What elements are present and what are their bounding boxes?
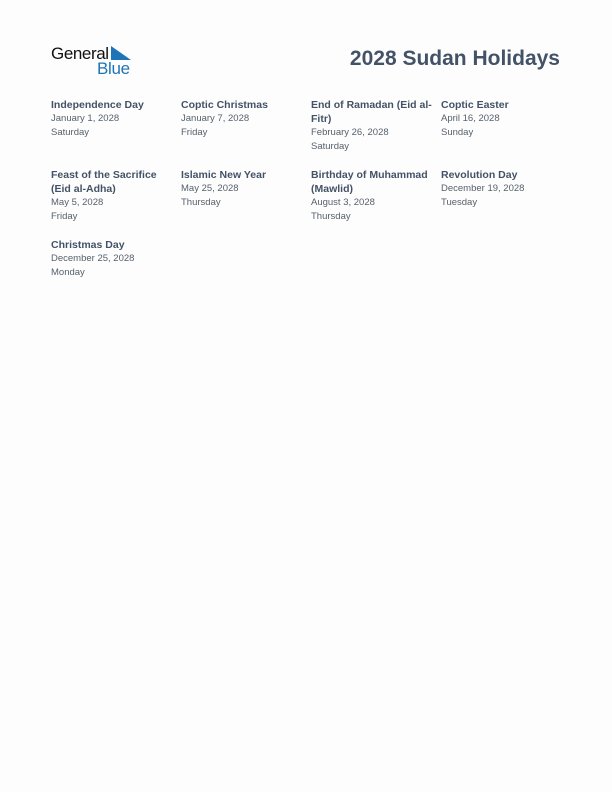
holiday-name: Islamic New Year (181, 169, 267, 181)
holiday-entry (311, 168, 435, 223)
page-title: 2028 Sudan Holidays (349, 47, 560, 70)
holiday-date: December 25, 2028 (51, 253, 135, 264)
holiday-entry (181, 168, 305, 209)
holiday-date: January 7, 2028 (181, 113, 250, 124)
holiday-weekday: Thursday (181, 196, 221, 208)
holiday-name: Coptic Christmas (181, 99, 268, 111)
holiday-date: January 1, 2028 (51, 113, 120, 124)
holiday-name: Christmas Day (51, 239, 125, 251)
holiday-entry (181, 98, 305, 139)
holiday-weekday: Friday (51, 210, 78, 222)
holiday-name: Revolution Day (441, 169, 518, 181)
holiday-entry (51, 98, 175, 139)
holiday-date: December 19, 2028 (441, 183, 525, 194)
logo-word-general: General (51, 44, 109, 63)
logo-flag-icon (111, 46, 131, 60)
holiday-entry (441, 98, 565, 139)
holiday-date: May 25, 2028 (181, 183, 239, 194)
logo-word-blue: Blue (97, 59, 130, 78)
holiday-date: May 5, 2028 (51, 197, 104, 208)
holiday-entry (51, 168, 175, 223)
holiday-weekday: Monday (51, 266, 85, 278)
holiday-name: Birthday of Muhammad (Mawlid) (311, 169, 428, 195)
holiday-weekday: Friday (181, 126, 208, 138)
logo (51, 44, 141, 78)
holiday-date: February 26, 2028 (311, 127, 389, 138)
holiday-date: April 16, 2028 (441, 113, 500, 124)
holiday-weekday: Sunday (441, 126, 474, 138)
holiday-weekday: Saturday (51, 126, 90, 138)
holiday-date: August 3, 2028 (311, 197, 375, 208)
holiday-weekday: Saturday (311, 140, 350, 152)
holiday-entry (51, 238, 175, 279)
holiday-name: Independence Day (51, 99, 144, 111)
holiday-entry (441, 168, 565, 209)
holiday-weekday: Thursday (311, 210, 351, 222)
holiday-weekday: Tuesday (441, 196, 478, 208)
holiday-name: Coptic Easter (441, 99, 509, 111)
holiday-entry (311, 98, 435, 153)
holiday-name: Feast of the Sacrifice (Eid al-Adha) (51, 169, 157, 195)
holiday-name: End of Ramadan (Eid al-Fitr) (311, 99, 432, 125)
